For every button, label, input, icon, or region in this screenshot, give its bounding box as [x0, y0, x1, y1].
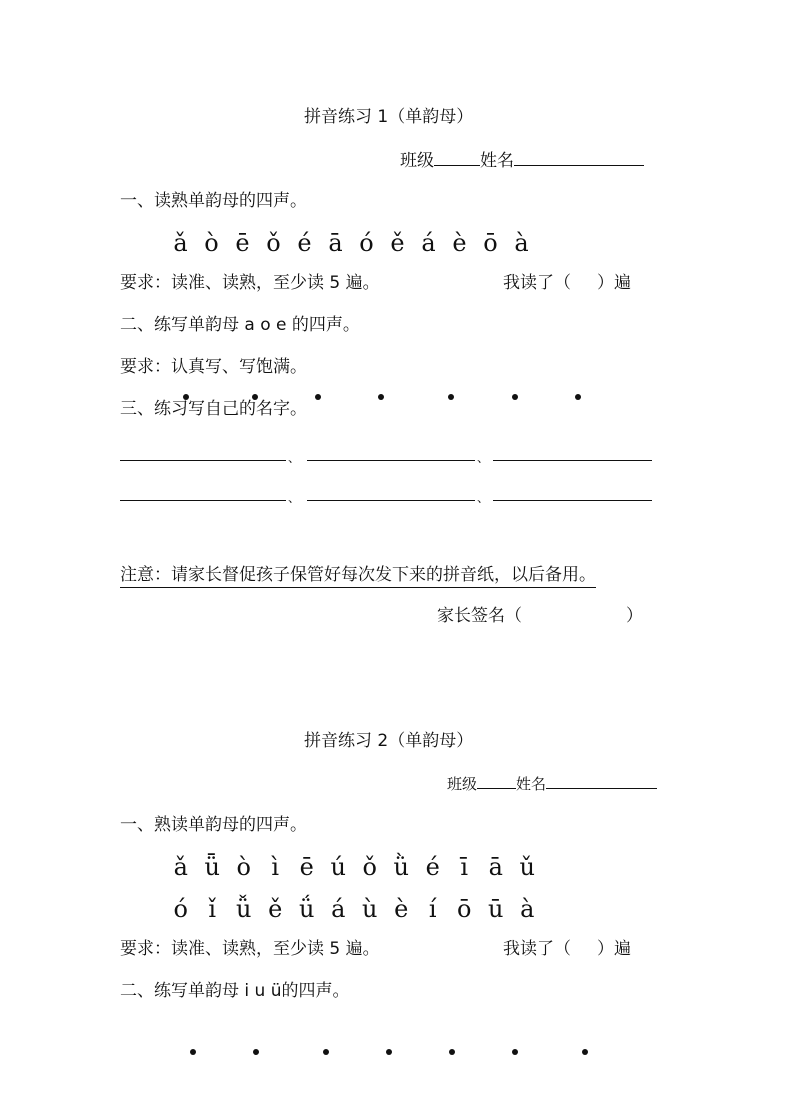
sheet2-class-name-row — [447, 774, 657, 793]
class-label: 班级 — [400, 151, 434, 171]
writing-dot — [253, 1049, 259, 1055]
pinyin-char: ì — [271, 853, 280, 881]
sheet1-requirement1: 要求：读准、读熟，至少读 5 遍。 — [120, 273, 380, 293]
sheet2-read-count — [503, 939, 631, 959]
read-count-suffix: ）遍 — [597, 939, 631, 959]
pinyin-char: é — [425, 853, 440, 881]
pinyin-char: ǒ — [362, 853, 377, 881]
name-input[interactable] — [546, 774, 657, 789]
parent-signature-close: ） — [626, 606, 643, 626]
writing-dot — [315, 394, 321, 400]
sheet2-pinyin-row-1 — [165, 853, 543, 881]
pinyin-char: ǘ — [299, 895, 315, 923]
pinyin-char: ǖ — [204, 853, 220, 881]
read-count-label: 我读了（ — [503, 273, 571, 293]
writing-dot — [190, 1049, 196, 1055]
writing-dot — [386, 1049, 392, 1055]
sheet1-read-count — [503, 273, 631, 293]
sheet1-section3-heading: 三、练习写自己的名字。 — [120, 399, 307, 419]
separator-mark: 、 — [288, 491, 301, 505]
pinyin-char: í — [428, 895, 437, 923]
sheet2-title: 拼音练习 2（单韵母） — [304, 731, 474, 751]
parent-signature-label: 家长签名（ — [437, 606, 522, 626]
sheet1-notice — [120, 565, 596, 585]
pinyin-char: è — [394, 895, 409, 923]
pinyin-char: á — [421, 229, 436, 257]
pinyin-char: ě — [268, 895, 283, 923]
pinyin-char: ō — [483, 229, 498, 257]
pinyin-char: ǒ — [266, 229, 281, 257]
pinyin-char: ě — [390, 229, 405, 257]
pinyin-char: ò — [236, 853, 251, 881]
pinyin-char: ǎ — [173, 229, 188, 257]
pinyin-char: ǚ — [236, 895, 252, 923]
name-input[interactable] — [514, 149, 644, 166]
name-label: 姓名 — [516, 775, 547, 793]
writing-dot — [512, 394, 518, 400]
name-write-line[interactable] — [307, 500, 475, 501]
pinyin-char: ā — [328, 229, 343, 257]
pinyin-char: à — [514, 229, 529, 257]
pinyin-char: ú — [330, 853, 346, 881]
pinyin-char: ù — [362, 895, 378, 923]
read-count-label: 我读了（ — [503, 939, 571, 959]
pinyin-char: ò — [204, 229, 219, 257]
sheet1-class-name-row — [400, 149, 644, 171]
class-input[interactable] — [477, 774, 516, 789]
parent-signature — [437, 606, 643, 626]
writing-dot — [582, 1049, 588, 1055]
name-label: 姓名 — [480, 151, 514, 171]
pinyin-char: ē — [299, 853, 314, 881]
writing-dot — [575, 394, 581, 400]
notice-text: 注意：请家长督促孩子保管好每次发下来的拼音纸，以后备用。 — [120, 565, 596, 588]
pinyin-char: é — [297, 229, 312, 257]
class-label: 班级 — [447, 775, 478, 793]
sheet1-title: 拼音练习 1（单韵母） — [304, 107, 474, 127]
writing-dot — [449, 1049, 455, 1055]
sheet1-section1-heading: 一、读熟单韵母的四声。 — [120, 191, 307, 211]
pinyin-char: ǐ — [208, 895, 217, 923]
sheet2-requirement1: 要求：读准、读熟，至少读 5 遍。 — [120, 939, 380, 959]
pinyin-char: ó — [359, 229, 374, 257]
sheet2-section2-heading: 二、练写单韵母 i u ü的四声。 — [120, 981, 350, 1001]
writing-dot — [323, 1049, 329, 1055]
pinyin-char: ǜ — [393, 853, 409, 881]
pinyin-char: ǔ — [519, 853, 535, 881]
name-write-line[interactable] — [307, 460, 475, 461]
separator-mark: 、 — [288, 451, 301, 465]
sheet2-pinyin-row-2 — [165, 895, 543, 923]
writing-dot — [378, 394, 384, 400]
pinyin-char: ǎ — [173, 853, 188, 881]
sheet1-section2-heading: 二、练写单韵母 a o e 的四声。 — [120, 315, 360, 335]
read-count-suffix: ）遍 — [597, 273, 631, 293]
writing-dot — [448, 394, 454, 400]
pinyin-char: ā — [488, 853, 503, 881]
class-input[interactable] — [434, 149, 480, 166]
pinyin-char: è — [452, 229, 467, 257]
pinyin-char: ó — [173, 895, 188, 923]
sheet1-requirement2: 要求：认真写、写饱满。 — [120, 357, 307, 377]
pinyin-char: à — [520, 895, 535, 923]
name-write-line[interactable] — [120, 500, 286, 501]
pinyin-char: ī — [460, 853, 469, 881]
separator-mark: 、 — [477, 451, 490, 465]
pinyin-char: ū — [488, 895, 504, 923]
pinyin-char: á — [331, 895, 346, 923]
pinyin-char: ē — [235, 229, 250, 257]
name-write-line[interactable] — [493, 500, 652, 501]
separator-mark: 、 — [477, 491, 490, 505]
name-write-line[interactable] — [120, 460, 286, 461]
pinyin-char: ō — [457, 895, 472, 923]
sheet2-section1-heading: 一、熟读单韵母的四声。 — [120, 815, 307, 835]
sheet1-pinyin-row — [165, 229, 537, 257]
name-write-line[interactable] — [493, 460, 652, 461]
writing-dot — [512, 1049, 518, 1055]
